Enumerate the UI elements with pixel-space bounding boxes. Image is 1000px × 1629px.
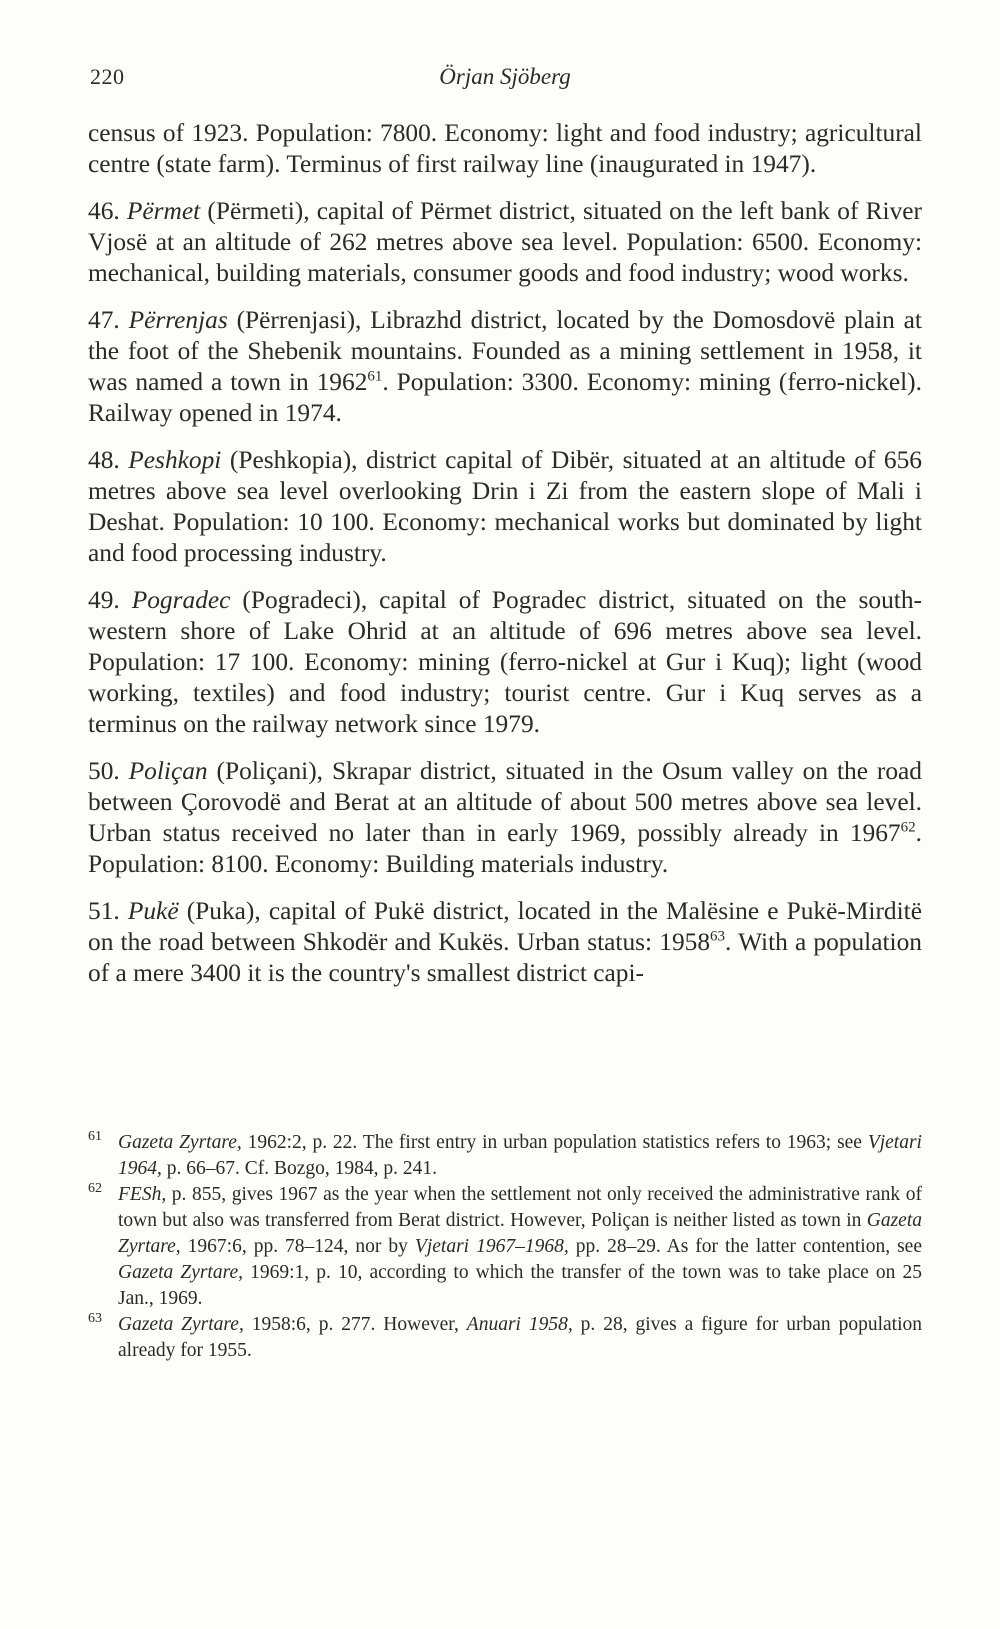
entry-text: (Puka), capital of Pukë district, located in the Malësine e Pukë-Mirditë on the road between Shkodër and Kukës. Urban status: 1958	[88, 897, 922, 956]
footnote-text: 1958:6, p. 277. However,	[243, 1314, 467, 1335]
entry-number: 49.	[88, 586, 132, 614]
entry-text: (Poliçani), Skrapar district, situated in the Osum valley on the road between Çorovodë and Berat at an altitude of about 500 metres above sea level. Urban status received no later than in early 1969, possibly already in 1967	[88, 757, 922, 847]
entry-text: (Peshkopia), district capital of Dibër, situated at an altitude of 656 metres above sea level overlooking Drin i Zi from the eastern slope of Mali i Deshat. Population: 10 100. Economy: mechanical works but dominated by light and food processing industry.	[88, 446, 922, 567]
footnote-62	[88, 1182, 922, 1312]
entry-47	[88, 305, 922, 429]
running-head: Örjan Sjöberg	[439, 64, 571, 89]
entry-text: (Pogradeci), capital of Pogradec district, situated on the south-western shore of Lake Ohrid at an altitude of 696 metres above sea level. Population: 17 100. Economy: mining (ferro-nickel at Gur i Kuq); light (wood working, textiles) and food industry; tourist centre. Gur i Kuq serves as a terminus on the railway network since 1979.	[88, 586, 922, 738]
footnote-text: 1962:2, p. 22. The first entry in urban population statistics refers to 1963; see	[241, 1132, 868, 1153]
footnote-63	[88, 1312, 922, 1364]
footnote-ref-63[interactable]: 63	[710, 928, 726, 945]
entry-name: Përmet	[126, 197, 201, 225]
footnote-text: p. 28, gives a figure for urban population already for 1955.	[118, 1314, 923, 1361]
source-title: Vjetari 1964,	[118, 1132, 922, 1179]
entry-number: 46.	[88, 197, 127, 225]
footnote-text: pp. 28–29. As for the latter contention, see	[568, 1236, 922, 1257]
page-header	[90, 58, 920, 98]
body-text	[88, 118, 922, 1005]
paragraph-continued: census of 1923. Population: 7800. Economy: light and food industry; agricultural centre (state farm). Terminus of first railway line (inaugurated in 1947).	[88, 119, 922, 178]
entry-number: 50.	[88, 757, 129, 785]
entry-name: Përrenjas	[128, 306, 228, 334]
entry-name: Pogradec	[131, 586, 231, 614]
entry-text: (Përrenjasi), Librazhd district, located by the Domosdovë plain at the foot of the Shebenik mountains. Founded as a mining settlement in 1958, it was named a town in 1962	[88, 306, 922, 396]
entry-50	[88, 756, 922, 880]
footnote-text: p. 66–67. Cf. Bozgo, 1984, p. 241.	[161, 1158, 438, 1179]
source-title: Gazeta Zyrtare,	[118, 1210, 922, 1257]
entry-46	[88, 196, 922, 289]
footnote-61	[88, 1130, 922, 1182]
entry-49	[88, 585, 922, 740]
source-title: FESh,	[118, 1184, 167, 1205]
entry-48	[88, 445, 922, 569]
source-title: Gazeta Zyrtare,	[118, 1262, 243, 1283]
source-title: Anuari 1958,	[466, 1314, 573, 1335]
footnote-text: 1967:6, pp. 78–124, nor by	[180, 1236, 415, 1257]
source-title: Gazeta Zyrtare,	[118, 1314, 244, 1335]
footnote-text: p. 855, gives 1967 as the year when the settlement not only received the administrative rank of town but also was transferred from Berat district. However, Poliçan is neither listed as town in	[118, 1184, 922, 1231]
footnote-number: 63	[88, 1311, 102, 1326]
entry-number: 51.	[88, 897, 128, 925]
footnote-number: 61	[88, 1129, 102, 1144]
entry-name: Peshkopi	[128, 446, 222, 474]
entry-number: 47.	[88, 306, 129, 334]
entry-text: . Population: 8100. Economy: Building materials industry.	[88, 819, 922, 878]
footnote-ref-62[interactable]: 62	[900, 819, 916, 836]
footnote-ref-61[interactable]: 61	[367, 368, 383, 385]
entry-51	[88, 896, 922, 989]
source-title: Gazeta Zyrtare,	[118, 1132, 242, 1153]
entry-text: (Përmeti), capital of Përmet district, situated on the left bank of River Vjosë at an altitude of 262 metres above sea level. Population: 6500. Economy: mechanical, building materials, consumer goods and food industry; wood works.	[88, 197, 922, 287]
entry-number: 48.	[88, 446, 129, 474]
entry-name: Pukë	[127, 897, 179, 925]
footnote-text: 1969:1, p. 10, according to which the transfer of the town was to take place on 25 Jan., 1969.	[118, 1262, 922, 1309]
source-title: Vjetari 1967–1968,	[414, 1236, 569, 1257]
entry-text: . With a population of a mere 3400 it is the country's smallest district capi-	[88, 928, 922, 987]
entry-name: Poliçan	[128, 757, 208, 785]
entry-text: . Population: 3300. Economy: mining (ferro-nickel). Railway opened in 1974.	[88, 368, 922, 427]
page-number: 220	[90, 64, 125, 89]
footnotes	[88, 1130, 922, 1364]
footnote-number: 62	[88, 1181, 102, 1196]
